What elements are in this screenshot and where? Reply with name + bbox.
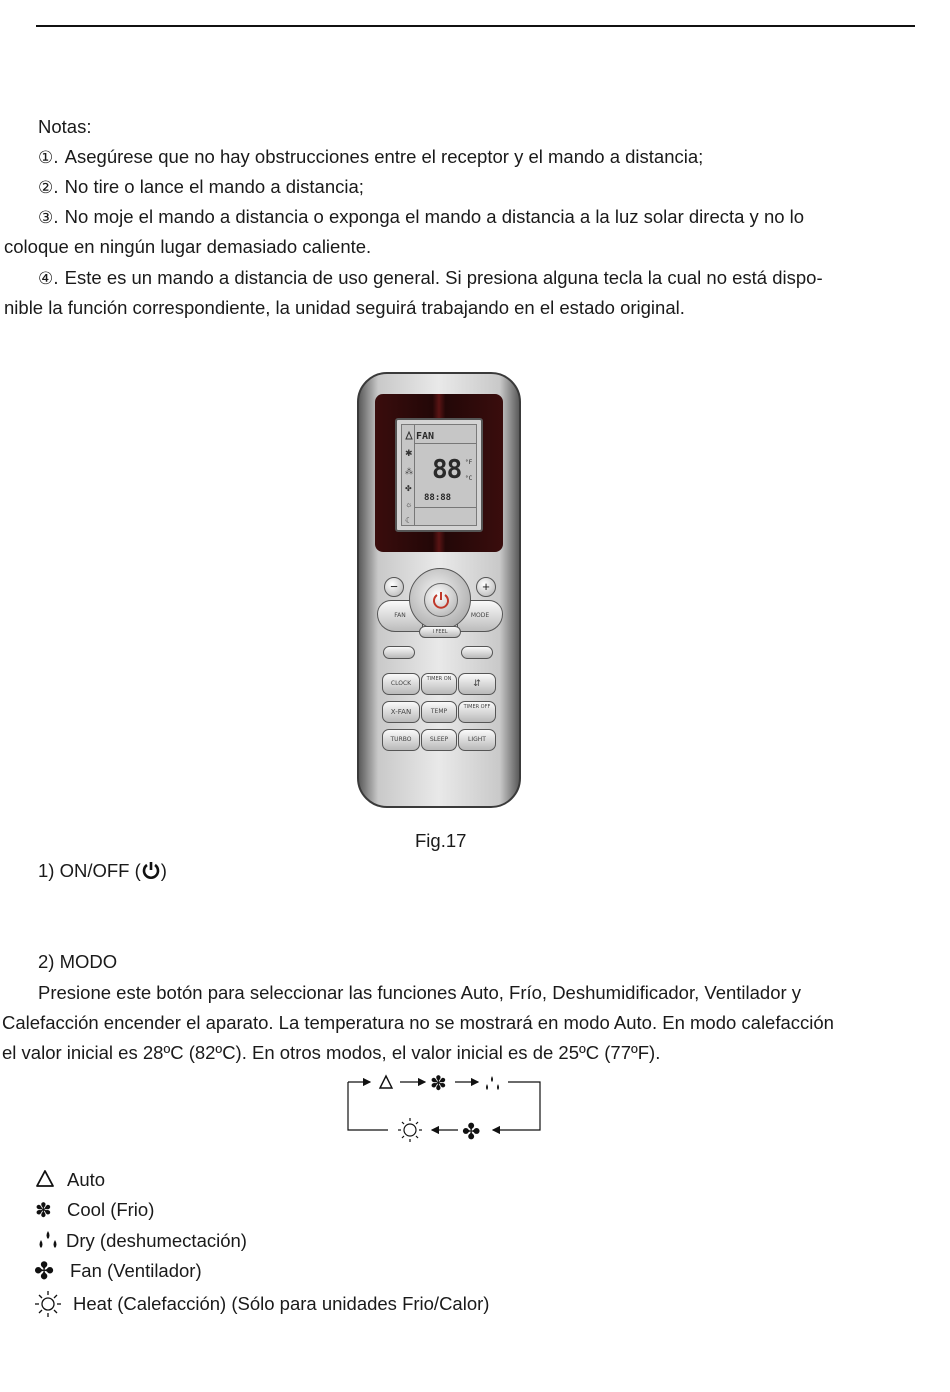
legend-heat: Heat (Calefacción) (Sólo para unidades Frio/Calor): [73, 1293, 490, 1314]
auto-icon: [380, 1076, 392, 1088]
note-text: Asegúrese que no hay obstrucciones entre el receptor y el mando a distancia;: [64, 146, 704, 167]
fan-icon: ✤: [462, 1120, 481, 1145]
lcd-time: 88:88: [424, 493, 452, 503]
power-ring: [409, 568, 471, 630]
swing-home-button[interactable]: [461, 646, 493, 659]
remote-lcd: [395, 418, 483, 532]
svg-text:☼: ☼: [405, 500, 413, 509]
notes-heading: Notas:: [38, 116, 92, 137]
lcd-temperature: 88: [432, 455, 462, 485]
cool-icon: [34, 1198, 58, 1220]
lcd-mode-icons: [404, 429, 414, 525]
svg-text:✱: ✱: [405, 448, 413, 458]
lcd-divider: [414, 425, 415, 525]
note-item-4: [38, 267, 823, 290]
note-item-4-cont: nible la función correspondiente, la unidad seguirá trabajando en el estado original.: [4, 297, 685, 318]
lcd-fan-label: FAN: [416, 431, 435, 442]
dry-icon: [34, 1229, 60, 1253]
legend-fan: Fan (Ventilador): [70, 1260, 202, 1281]
note-text: Este es un mando a distancia de uso general. Si presiona alguna tecla la cual no está dispo-: [64, 267, 823, 288]
xfan-button[interactable]: X-FAN: [382, 701, 420, 723]
power-icon: [425, 584, 457, 616]
section-mode-text: Presione este botón para seleccionar las funciones Auto, Frío, Deshumidificador, Ventilador y: [38, 982, 802, 1003]
legend-cool: Cool (Frio): [67, 1199, 155, 1220]
timer-on-button[interactable]: TIMER ON: [421, 673, 457, 695]
cycle-line: [348, 1082, 388, 1130]
section-on-off-title: 1) ON/OFF ( ): [38, 860, 167, 881]
lcd-degree-c: °C: [465, 475, 473, 482]
power-button[interactable]: [424, 583, 458, 617]
remote-control-illustration: [357, 372, 521, 808]
note-text: No moje el mando a distancia o exponga el mando a distancia a la luz solar directa y no lo: [64, 206, 805, 227]
cool-icon: ✽: [430, 1071, 447, 1095]
lcd-degree-f: °F: [465, 459, 473, 466]
lcd-divider: [414, 507, 476, 508]
turbo-button[interactable]: TURBO: [382, 729, 420, 751]
note-number: ①.: [38, 148, 59, 168]
heat-icon: [398, 1118, 422, 1142]
note-item-1: [38, 146, 703, 169]
legend-dry: Dry (deshumectación): [66, 1230, 247, 1251]
heat-icon: [34, 1290, 64, 1318]
mode-cycle-diagram: [340, 1070, 550, 1145]
ifeel-button[interactable]: I FEEL: [419, 626, 461, 638]
clock-button[interactable]: CLOCK: [382, 673, 420, 695]
note-number: ③.: [38, 208, 59, 228]
lcd-divider: [414, 443, 476, 444]
note-number: ④.: [38, 269, 59, 289]
section-mode-text: Calefacción encender el aparato. La temperatura no se mostrará en modo Auto. En modo calefacción: [2, 1012, 834, 1033]
temp-down-button[interactable]: −: [384, 577, 404, 597]
svg-text:✤: ✤: [34, 1257, 55, 1285]
note-number: ②.: [38, 178, 59, 198]
power-icon: [141, 860, 161, 880]
fan-icon: [34, 1257, 62, 1285]
section-mode-text: el valor inicial es 28ºC (82ºC). En otros modos, el valor inicial es de 25ºC (77ºF).: [2, 1042, 661, 1063]
legend-auto: Auto: [67, 1169, 106, 1190]
timer-off-button[interactable]: TIMER OFF: [458, 701, 496, 723]
header-rule: [36, 25, 915, 27]
note-item-3: [38, 206, 804, 229]
temp-button[interactable]: TEMP: [421, 701, 457, 723]
dry-icon: [486, 1076, 499, 1090]
swing-button[interactable]: ⇵: [458, 673, 496, 695]
sleep-button[interactable]: SLEEP: [421, 729, 457, 751]
section-mode-title: 2) MODO: [38, 951, 118, 972]
note-item-2: [38, 176, 364, 199]
cycle-line: [508, 1082, 540, 1130]
swing-up-button[interactable]: [383, 646, 415, 659]
light-button[interactable]: LIGHT: [458, 729, 496, 751]
mode-button[interactable]: MODE: [457, 600, 503, 632]
fan-button[interactable]: FAN: [377, 600, 423, 632]
figure-caption: Fig.17: [415, 830, 467, 851]
temp-up-button[interactable]: +: [476, 577, 496, 597]
lcd-screen: [401, 424, 477, 526]
auto-icon: [34, 1168, 58, 1190]
note-text: No tire o lance el mando a distancia;: [64, 176, 364, 197]
svg-text:✤: ✤: [405, 484, 412, 493]
svg-text:✽: ✽: [35, 1198, 52, 1222]
note-item-3-cont: coloque en ningún lugar demasiado caliente.: [4, 236, 372, 257]
svg-text:☾: ☾: [405, 516, 413, 525]
svg-text:⁂: ⁂: [405, 467, 413, 476]
